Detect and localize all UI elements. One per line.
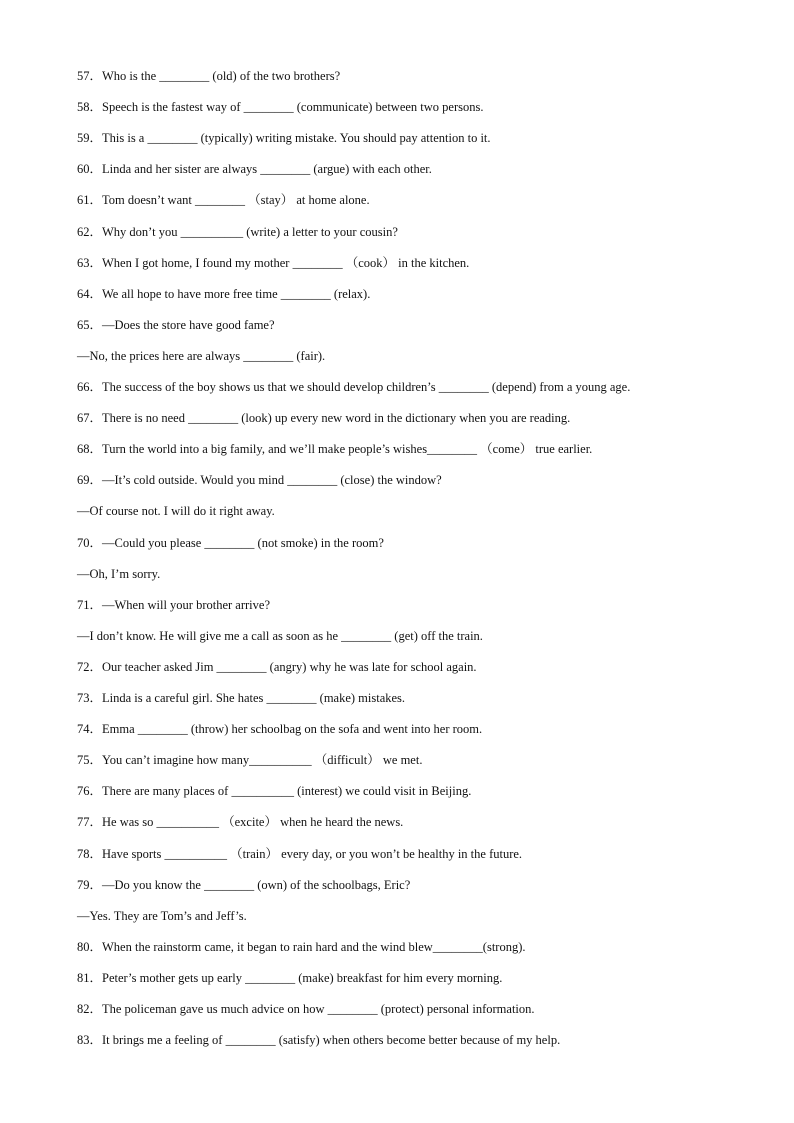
question-line: 82．The policeman gave us much advice on how ________ (protect) personal information. [77,1002,535,1016]
question-line: 61．Tom doesn’t want ________ （stay） at home alone. [77,193,370,208]
question-line: 78．Have sports __________ （train） every day, or you won’t be healthy in the future. [77,846,523,861]
question-line: 59．This is a ________ (typically) writing mistake. You should pay attention to it. [77,131,491,146]
question-line: 62．Why don’t you __________ (write) a letter to your cousin? [77,224,398,239]
question-line: 80．When the rainstorm came, it began to rain hard and the wind blew________(strong). [77,939,526,954]
question-line: 74．Emma ________ (throw) her schoolbag on the sofa and went into her room. [77,722,483,737]
question-line: 57．Who is the ________ (old) of the two brothers? [77,69,341,83]
question-line: 83．It brings me a feeling of ________ (satisfy) when others become better because of my help. [77,1033,561,1048]
question-line: 76．There are many places of __________ (interest) we could visit in Beijing. [77,784,472,799]
question-line: 67．There is no need ________ (look) up every new word in the dictionary when you are reading. [77,411,571,426]
answer-line: —Oh, I’m sorry. [77,566,161,581]
question-line: 69．—It’s cold outside. Would you mind ________ (close) the window? [77,473,442,488]
question-line: 60．Linda and her sister are always ________ (argue) with each other. [77,162,432,177]
question-line: 77．He was so __________ （excite） when he heard the news. [77,815,404,830]
answer-line: —I don’t know. He will give me a call as soon as he ________ (get) off the train. [77,628,483,643]
question-line: 64．We all hope to have more free time ________ (relax). [77,286,371,301]
question-line: 70．—Could you please ________ (not smoke) in the room? [77,535,384,550]
question-line: 81．Peter’s mother gets up early ________ (make) breakfast for him every morning. [77,970,503,985]
question-line: 68．Turn the world into a big family, and we’ll make people’s wishes________ （come） true earlier. [77,442,593,457]
question-line: 71．—When will your brother arrive? [77,597,270,612]
question-line: 73．Linda is a careful girl. She hates ________ (make) mistakes. [77,691,406,705]
answer-line: —No, the prices here are always ________ (fair). [77,348,326,363]
question-line: 63．When I got home, I found my mother ________ （cook） in the kitchen. [77,255,470,270]
question-line: 72．Our teacher asked Jim ________ (angry) why he was late for school again. [77,659,477,674]
question-line: 66．The success of the boy shows us that we should develop children’s ________ (depend) from a young age. [77,380,631,394]
answer-line: —Yes. They are Tom’s and Jeff’s. [77,908,247,923]
answer-line: —Of course not. I will do it right away. [77,504,275,519]
question-line: 79．—Do you know the ________ (own) of the schoolbags, Eric? [77,877,411,892]
question-line: 75．You can’t imagine how many__________ （difficult） we met. [77,753,423,768]
question-line: 58．Speech is the fastest way of ________ (communicate) between two persons. [77,100,484,115]
question-line: 65．—Does the store have good fame? [77,317,275,332]
